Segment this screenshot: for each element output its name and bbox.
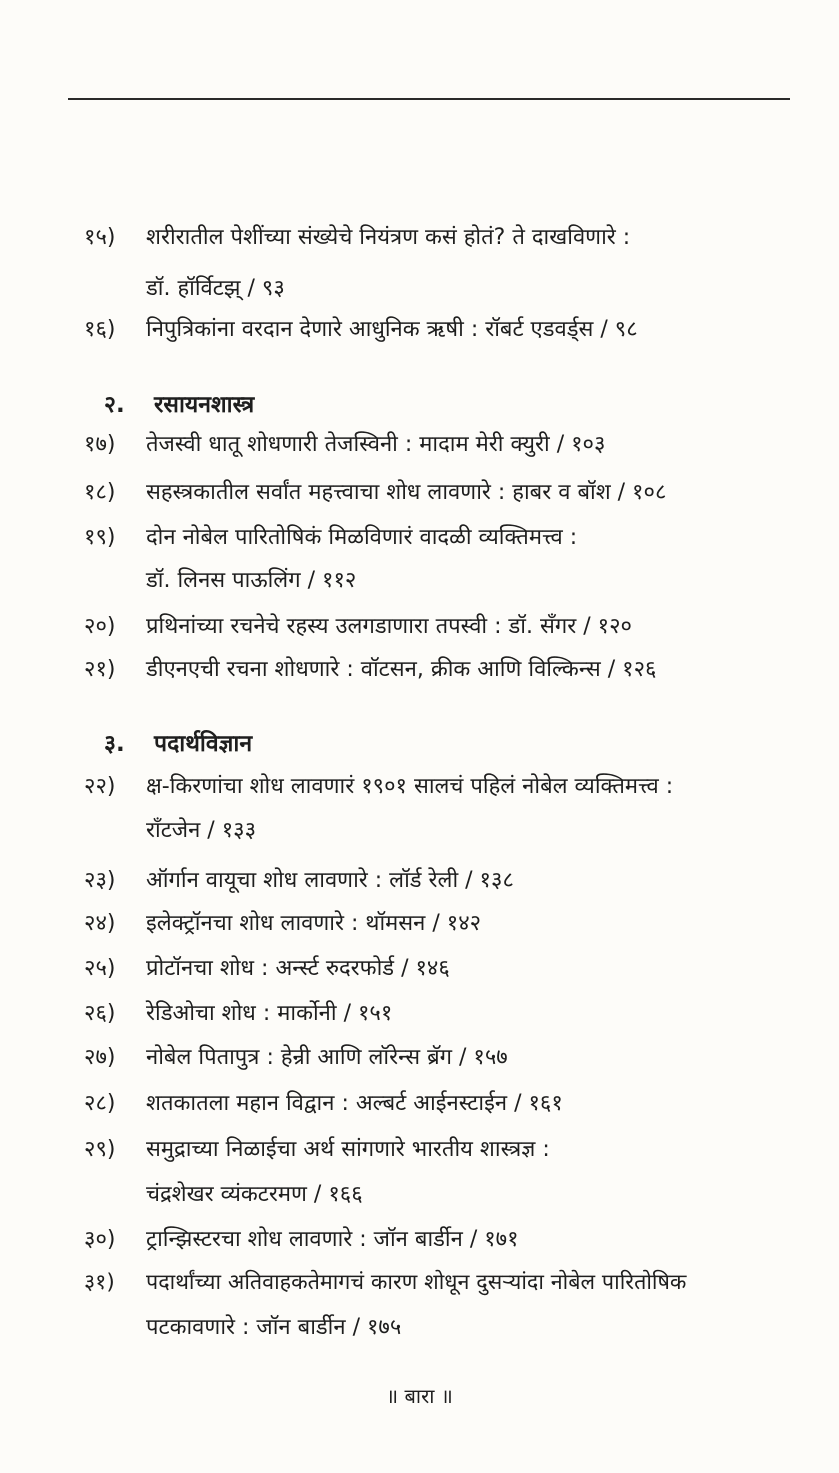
entry-number: १६) <box>84 317 116 342</box>
section-number: २. <box>104 392 125 418</box>
header-rule <box>68 98 790 100</box>
entry-number: १५) <box>84 225 116 250</box>
entry-text: सहस्त्रकातील सर्वांत महत्त्वाचा शोध लावणारे : हाबर व बॉश / १०८ <box>146 480 667 505</box>
entry-text: डीएनएची रचना शोधणारे : वॉटसन, क्रीक आणि विल्किन्स / १२६ <box>146 657 657 682</box>
entry-continuation: रॉंटजेन / १३३ <box>146 818 257 843</box>
entry-text: निपुत्रिकांना वरदान देणारे आधुनिक ऋषी : रॉबर्ट एडवर्ड्स / ९८ <box>146 317 638 342</box>
toc-entry <box>84 1135 550 1165</box>
toc-entry <box>84 954 450 984</box>
entry-number: २५) <box>84 956 116 981</box>
entry-text: तेजस्वी धातू शोधणारी तेजस्विनी : मादाम मेरी क्युरी / १०३ <box>146 432 606 457</box>
toc-entry <box>84 1089 563 1119</box>
entry-text: ऑर्गान वायूचा शोध लावणारे : लॉर्ड रेली / १३८ <box>146 868 514 893</box>
entry-text: ट्रान्झिस्टरचा शोध लावणारे : जॉन बार्डीन / १७१ <box>146 1227 519 1252</box>
entry-number: २१) <box>84 657 116 682</box>
entry-number: १७) <box>84 432 116 457</box>
entry-number: ३१) <box>84 1270 115 1295</box>
entry-number: २०) <box>84 614 116 639</box>
toc-entry <box>84 999 392 1029</box>
entry-text: रेडिओचा शोध : मार्कोनी / १५१ <box>146 1001 393 1026</box>
toc-entry <box>84 772 673 802</box>
toc-entry <box>84 430 605 460</box>
entry-number: ३०) <box>84 1227 116 1252</box>
entry-text: नोबेल पितापुत्र : हेन्री आणि लॉरेन्स ब्रॅग / १५७ <box>146 1045 508 1070</box>
toc-entry <box>84 655 657 685</box>
toc-entry <box>84 866 514 896</box>
page-number-footer: ॥ बारा ॥ <box>386 1384 453 1408</box>
entry-text: प्रथिनांच्या रचनेचे रहस्य उलगडाणारा तपस्वी : डॉ. सँगर / १२० <box>146 614 632 639</box>
entry-text: शरीरातील पेशींच्या संख्येचे नियंत्रण कसं होतं? ते दाखविणारे : <box>146 225 631 250</box>
section-title: रसायनशास्त्र <box>154 392 255 418</box>
entry-number: १८) <box>84 480 116 505</box>
entry-number: २९) <box>84 1137 116 1162</box>
toc-entry <box>84 223 630 253</box>
entry-continuation: डॉ. लिनस पाऊलिंग / ११२ <box>146 568 357 593</box>
toc-entry <box>84 1043 508 1073</box>
entry-number: २३) <box>84 868 116 893</box>
toc-entry <box>84 909 481 939</box>
toc-entry <box>84 315 638 345</box>
toc-entry <box>84 478 666 508</box>
entry-text: इलेक्ट्रॉनचा शोध लावणारे : थॉमसन / १४२ <box>146 911 482 936</box>
entry-number: २८) <box>84 1091 116 1116</box>
entry-continuation: चंद्रशेखर व्यंकटरमण / १६६ <box>146 1182 363 1207</box>
toc-entry <box>84 523 577 553</box>
section-heading <box>104 390 254 420</box>
entry-continuation: डॉ. हॉर्विटझ् / ९३ <box>146 276 285 301</box>
section-heading <box>104 729 252 759</box>
entry-number: १९) <box>84 525 116 550</box>
entry-number: २६) <box>84 1001 116 1026</box>
entry-text: क्ष-किरणांचा शोध लावणारं १९०१ सालचं पहिलं नोबेल व्यक्तिमत्त्व : <box>146 774 674 799</box>
entry-number: २२) <box>84 774 116 799</box>
entry-text: पदार्थांच्या अतिवाहकतेमागचं कारण शोधून दुसऱ्यांदा नोबेल पारितोषिक <box>146 1270 687 1295</box>
entry-text: समुद्राच्या निळाईचा अर्थ सांगणारे भारतीय शास्त्रज्ञ : <box>146 1137 550 1162</box>
toc-entry <box>84 1268 686 1298</box>
section-number: ३. <box>104 731 125 757</box>
entry-text: प्रोटॉनचा शोध : अर्न्स्ट रुदरफोर्ड / १४६ <box>146 956 450 981</box>
entry-continuation: पटकावणारे : जॉन बार्डीन / १७५ <box>146 1315 402 1340</box>
toc-entry <box>84 1225 519 1255</box>
entry-text: दोन नोबेल पारितोषिकं मिळविणारं वादळी व्यक्तिमत्त्व : <box>146 525 578 550</box>
entry-number: २७) <box>84 1045 116 1070</box>
entry-text: शतकातला महान विद्वान : अल्बर्ट आईनस्टाईन / १६१ <box>146 1091 563 1116</box>
toc-entry <box>84 612 632 642</box>
section-title: पदार्थविज्ञान <box>154 731 253 757</box>
entry-number: २४) <box>84 911 116 936</box>
